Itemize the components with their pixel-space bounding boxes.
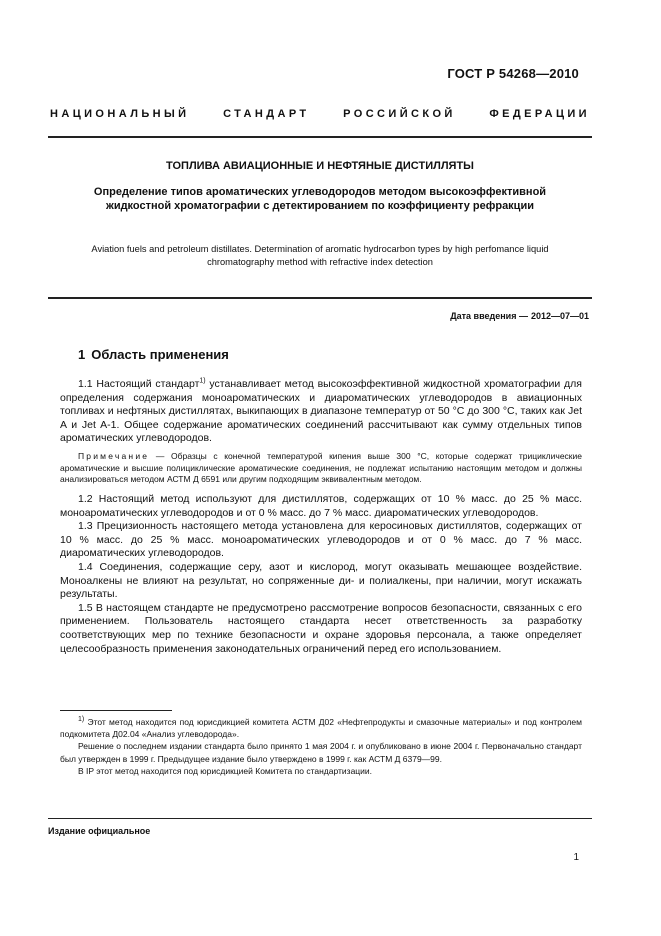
footnotes (60, 716, 582, 777)
header-divider (48, 136, 592, 138)
note-text: — Образцы с конечной температурой кипения выше 300 °С, которые содержат трициклические ароматические и высшие полициклические ароматические соединения, не подлежат испытанию настоящим методом и должны анализироваться методом АСТМ Д 6591 или другим подходящим эквивалентным методом. (60, 451, 582, 484)
footnote-divider (60, 710, 172, 711)
introduction-date-label: Дата введения — (450, 311, 528, 321)
document-subtitle: Определение типов ароматических углеводородов методом высокоэффективной жидкостной хроматографии с детектированием по коэффициенту рефракции (93, 186, 547, 212)
paragraph-1-1-start: 1.1 Настоящий стандарт (78, 378, 200, 390)
section-heading (78, 347, 229, 362)
section-title: Область применения (91, 347, 229, 362)
page-number: 1 (573, 852, 579, 863)
footnote-marker: 1) (78, 716, 85, 724)
note (60, 451, 582, 486)
footnote-1-text: Этот метод находится под юрисдикцией комитета АСТМ Д02 «Нефтепродукты и смазочные материалы» и под контролем подкомитета Д02.04 «Анализ углеводорода». (60, 717, 582, 740)
title-divider (48, 297, 592, 299)
official-edition-label: Издание официальное (48, 826, 151, 836)
note-label: Примечание (78, 451, 150, 461)
paragraphs-1-2-to-1-5 (60, 493, 582, 656)
national-standard-banner: НАЦИОНАЛЬНЫЙ СТАНДАРТ РОССИЙСКОЙ ФЕДЕРАЦИИ (50, 108, 590, 120)
paragraph-1-5: 1.5 В настоящем стандарте не предусмотрено рассмотрение вопросов безопасности, связанных с его применением. Пользователь настоящего стандарта несет ответственность за разработку соответствующих мер по технике безопасности и охране здоровья персонала, а также определяет целесообразность применения законодательных ограничений перед его использованием. (60, 601, 582, 655)
paragraph-1-1-rest: устанавливает метод высокоэффективной жидкостной хроматографии для определения содержания моноароматических и диароматических углеводородов в авиационных топливах и нефтяных дистиллятах, выкипающих в диапазоне температур от 50 °С до 300 °С, таких как Jet A и Jet A-1. Общее содержание ароматических соединений рассчитывают как сумму отдельных типов ароматических углеводородов. (60, 378, 582, 445)
standard-code: ГОСТ Р 54268—2010 (447, 66, 579, 81)
section-number: 1 (78, 347, 86, 362)
paragraph-1-1 (60, 378, 582, 446)
paragraph-1-4: 1.4 Соединения, содержащие серу, азот и кислород, могут оказывать мешающее воздействие. Моноалкены не влияют на результат, но сопряженные ди- и полиалкены, при наличии, могут искажать результаты. (60, 560, 582, 601)
english-title: Aviation fuels and petroleum distillates. Determination of aromatic hydrocarbon types by high perfomance liquid chromatography method with refractive index detection (91, 244, 549, 267)
paragraph-1-2: 1.2 Настоящий метод используют для дистиллятов, содержащих от 10 % масс. до 25 % масс. моноароматических углеводородов и от 0 % масс. до 7 % масс. диароматических углеводородов. (60, 493, 582, 519)
paragraph-1-3: 1.3 Прецизионность настоящего метода установлена для керосиновых дистиллятов, содержащих от 10 % масс. до 25 % масс. моноароматических углеводородов и от 0 % масс. до 7 % масс. диароматических углеводородов. (60, 520, 582, 560)
introduction-date-value: 2012—07—01 (530, 311, 589, 321)
document-title: ТОПЛИВА АВИАЦИОННЫЕ И НЕФТЯНЫЕ ДИСТИЛЛЯТЫ (166, 160, 474, 172)
introduction-date (450, 311, 589, 321)
footer-divider (48, 818, 592, 819)
footnote-ref-1: 1) (199, 377, 206, 385)
footnote-3: В IP этот метод находится под юрисдикцией Комитета по стандартизации. (78, 765, 373, 776)
footnote-2: Решение о последнем издании стандарта было принято 1 мая 2004 г. и опубликовано в июне 2004 г. Первоначально стандарт был утвержден в 1999 г. Предыдущее издание было утверждено в 1999 г. как АСТМ Д 6379—99. (60, 741, 582, 764)
footnote-1 (60, 716, 582, 740)
